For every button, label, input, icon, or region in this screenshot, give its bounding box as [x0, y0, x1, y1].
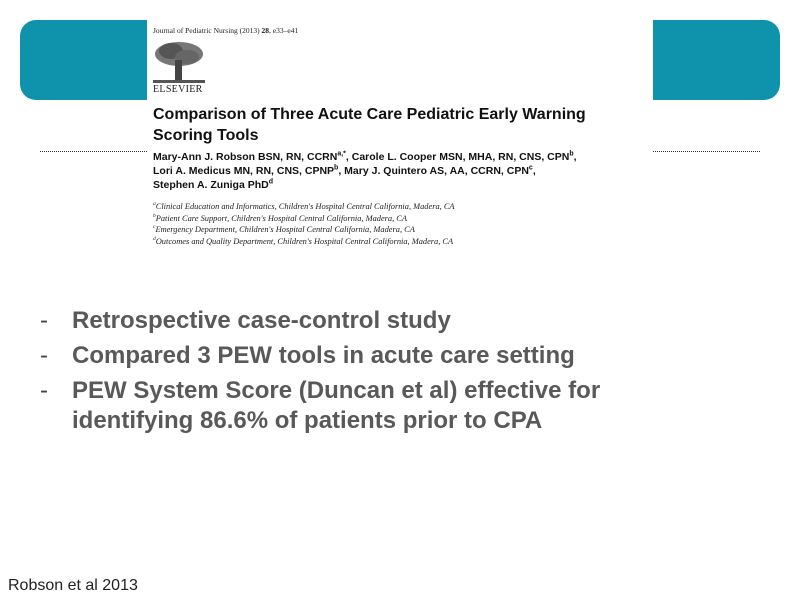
article-affiliations	[153, 201, 653, 247]
elsevier-tree-logo-icon	[153, 40, 205, 84]
publisher-logo-text: ELSEVIER	[153, 84, 203, 95]
bullet-item: - Retrospective case-control study	[40, 307, 451, 334]
journal-volume: 28	[261, 26, 270, 35]
source-citation: Robson et al 2013	[8, 577, 138, 594]
author: Carole L. Cooper MSN, MHA, RN, CNS, CPN$^b$,	[351, 150, 577, 163]
journal-pages: , e33–e41	[269, 26, 299, 35]
article-header-image	[147, 20, 653, 253]
affiliation: $^b$Patient Care Support, Children's Hospital Central California, Madera, CA	[153, 212, 408, 223]
author: Mary-Ann J. Robson BSN, RN, $CCRN^{a,*}$,	[153, 150, 352, 163]
dotted-divider-right	[653, 151, 760, 152]
bullet-item: - Compared 3 PEW tools in acute care setting	[40, 342, 575, 369]
article-title: Comparison of Three Acute Care Pediatric Early Warning Scoring Tools	[153, 106, 586, 144]
author: Mary J. Quintero AS, AA, CCRN, CPN$^c$,	[344, 164, 536, 177]
article-authors	[153, 150, 648, 192]
affiliation: $^a$Clinical Education and Informatics, Children's Hospital Central California, Madera, CA	[153, 201, 455, 211]
affiliation: $^c$Emergency Department, Children's Hospital Central California, Madera, CA	[153, 224, 415, 234]
author: Stephen A. Zuniga PhD$^d$	[153, 178, 273, 191]
bullet-marker: -	[40, 307, 48, 334]
bullet-marker: -	[40, 377, 48, 404]
bullet-list	[40, 306, 720, 441]
accent-bar-right	[653, 20, 780, 100]
accent-bar-left	[20, 20, 147, 100]
bullet-marker: -	[40, 342, 48, 369]
bullet-item: - PEW System Score (Duncan et al) effective for identifying 86.6% of patients prior to CPA	[40, 377, 601, 434]
journal-citation	[153, 26, 653, 36]
affiliation: $^d$Outcomes and Quality Department, Children's Hospital Central California, Madera, CA	[153, 235, 454, 246]
journal-name: Journal of Pediatric Nursing (2013)	[153, 26, 260, 35]
dotted-divider-left	[40, 151, 147, 152]
author: Lori A. Medicus MN, RN, CNS, CPNP$^b$,	[153, 164, 345, 177]
